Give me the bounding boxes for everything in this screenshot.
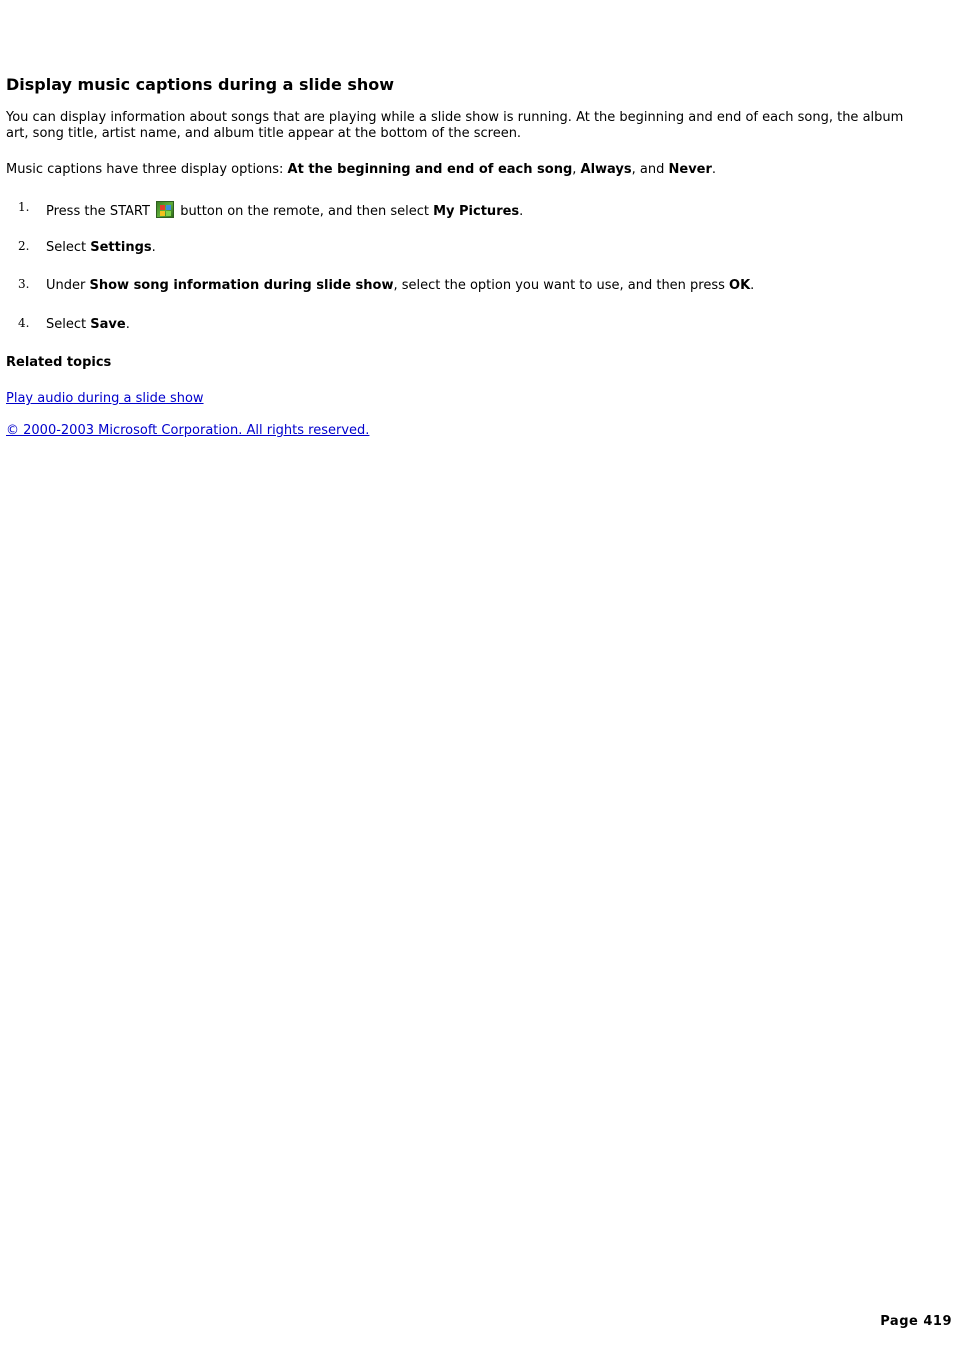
step-text-before: Under <box>46 278 90 293</box>
step-number: 4. <box>18 316 30 330</box>
related-topics-heading: Related topics <box>6 355 112 370</box>
play-audio-link[interactable]: Play audio during a slide show <box>6 391 204 406</box>
step-number: 3. <box>18 277 30 291</box>
step-bold-show-song-info: Show song information during slide show <box>89 278 394 293</box>
step-number: 1. <box>18 200 30 214</box>
step-bold-ok: OK <box>729 278 751 293</box>
step-number: 2. <box>18 239 30 253</box>
options-sep2: , and <box>631 162 669 177</box>
step-text-after: . <box>125 317 130 332</box>
step-text-before: Press the START <box>46 204 155 219</box>
step-text-before: Select <box>46 317 91 332</box>
step-text-after: . <box>151 240 156 255</box>
copyright-link[interactable]: © 2000-2003 Microsoft Corporation. All rights reserved. <box>6 423 370 438</box>
options-suffix: . <box>711 162 717 177</box>
related-link-container <box>6 391 204 407</box>
option-beginning-end: At the beginning and end of each song <box>287 162 573 177</box>
copyright-container <box>6 423 369 439</box>
intro-paragraph: You can display information about songs that are playing while a slide show is running. At the beginning and end of each song, the album art, song title, artist name, and album title appear at the bottom of the screen. <box>6 110 904 141</box>
options-paragraph <box>6 162 716 178</box>
page-title: Display music captions during a slide show <box>6 75 395 94</box>
step-text <box>46 240 156 256</box>
step-text-middle: , select the option you want to use, and then press <box>393 278 730 293</box>
step-bold-save: Save <box>90 317 126 332</box>
step-text-before: Select <box>46 240 91 255</box>
step-text-after: . <box>750 278 755 293</box>
step-text <box>46 201 523 220</box>
options-sep1: , <box>572 162 581 177</box>
start-button-icon <box>156 201 174 218</box>
page-number: Page 419 <box>880 1314 952 1329</box>
step-text <box>46 278 754 294</box>
step-text-after: . <box>519 204 524 219</box>
step-text-middle: button on the remote, and then select <box>176 204 434 219</box>
option-never: Never <box>668 162 712 177</box>
options-prefix: Music captions have three display options: <box>6 162 288 177</box>
step-bold-my-pictures: My Pictures <box>433 204 520 219</box>
option-always: Always <box>580 162 632 177</box>
step-text <box>46 317 130 333</box>
step-bold-settings: Settings <box>90 240 152 255</box>
